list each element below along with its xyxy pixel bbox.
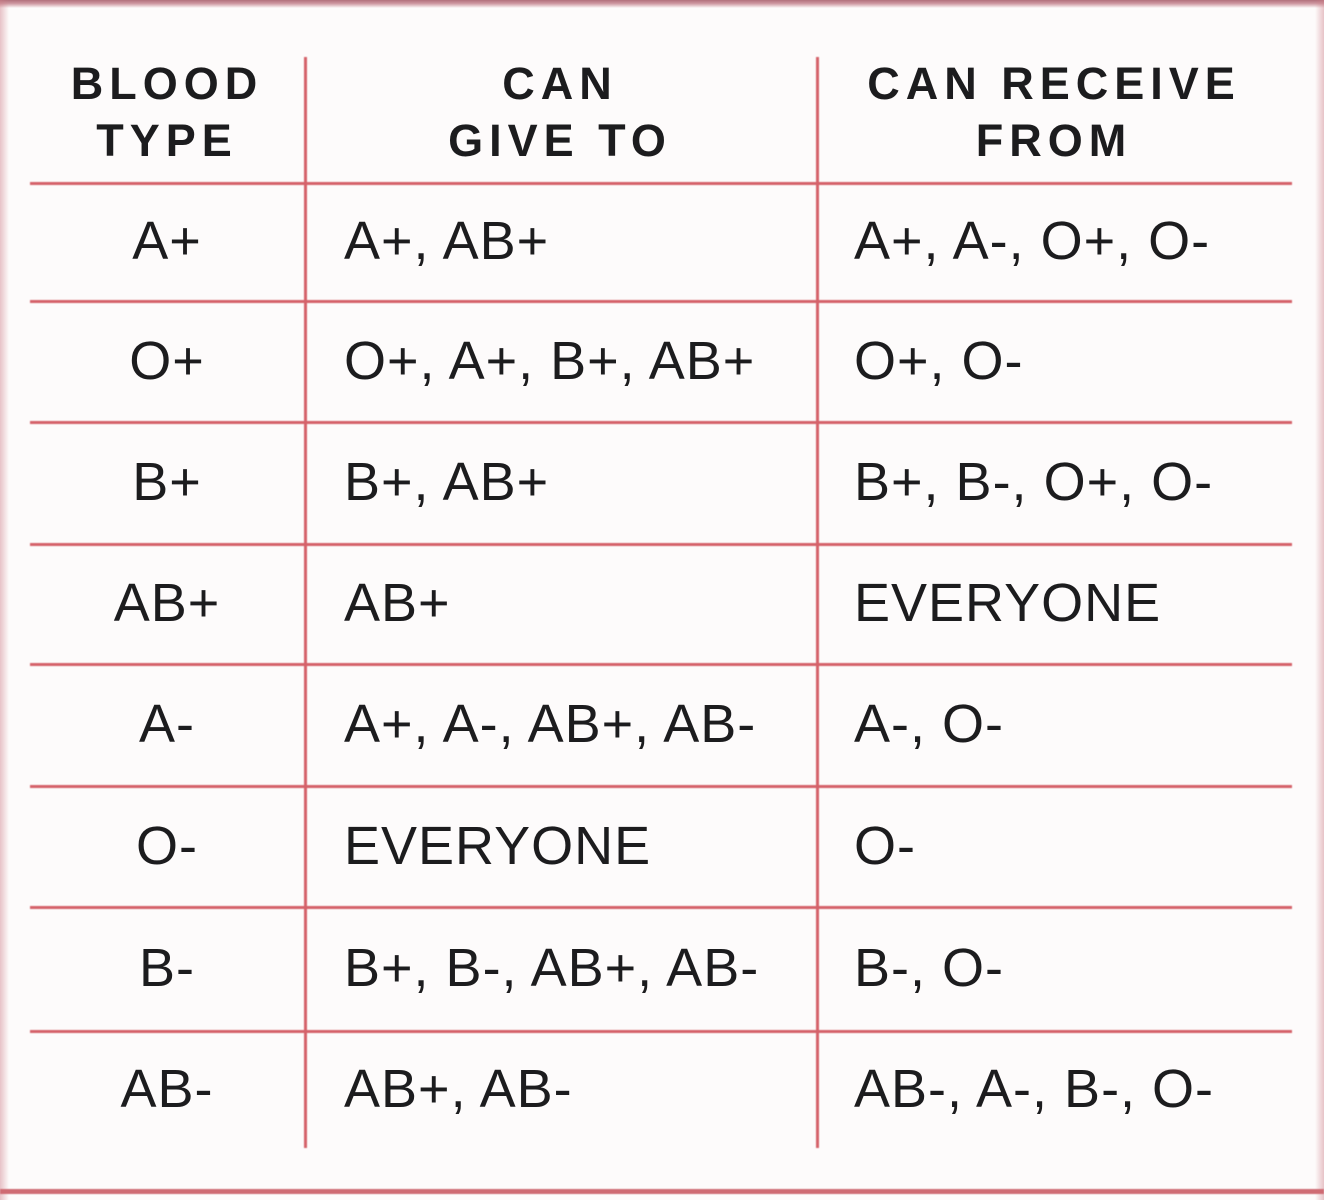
left-edge-tint <box>0 0 9 1200</box>
blood-type-cell: B+ <box>132 452 202 512</box>
header-can-receive-from-line1: CAN RECEIVE <box>867 58 1241 109</box>
blood-type-cell: A- <box>139 694 195 754</box>
header-can-receive-from <box>816 0 1292 182</box>
give-to-cell: A+, AB+ <box>344 211 550 271</box>
header-blood-type <box>30 0 304 182</box>
compatibility-table <box>30 0 1292 1148</box>
bottom-border-rule <box>0 1189 1324 1194</box>
receive-from-cell: AB-, A-, B-, O- <box>854 1059 1215 1119</box>
give-to-cell: B+, AB+ <box>344 452 550 512</box>
receive-from-cell: EVERYONE <box>854 573 1162 633</box>
header-can-give-to <box>304 0 816 182</box>
header-blood-type-line1: BLOOD <box>70 58 264 109</box>
give-to-cell: O+, A+, B+, AB+ <box>344 330 756 391</box>
give-to-cell: B+, B-, AB+, AB- <box>344 938 760 998</box>
receive-from-cell: B-, O- <box>854 938 1004 998</box>
blood-type-cell: AB+ <box>113 573 221 633</box>
give-to-cell: AB+, AB- <box>344 1059 573 1119</box>
receive-from-cell: O- <box>854 815 916 876</box>
header-can-receive-from-line2: FROM <box>975 115 1133 166</box>
receive-from-cell: A-, O- <box>854 694 1004 754</box>
blood-type-cell: O+ <box>129 330 205 391</box>
blood-type-cell: B- <box>139 938 195 998</box>
right-edge-tint <box>1315 0 1324 1200</box>
blood-type-cell: A+ <box>132 211 202 271</box>
give-to-cell: A+, A-, AB+, AB- <box>344 694 757 754</box>
header-can-give-to-line1: CAN <box>502 58 618 109</box>
receive-from-cell: B+, B-, O+, O- <box>854 452 1214 512</box>
give-to-cell: EVERYONE <box>344 815 652 876</box>
give-to-cell: AB+ <box>344 573 451 633</box>
header-can-give-to-line2: GIVE TO <box>448 115 672 166</box>
blood-type-cell: AB- <box>120 1059 214 1119</box>
blood-type-cell: O- <box>136 815 198 876</box>
header-blood-type-line2: TYPE <box>96 115 238 166</box>
receive-from-cell: A+, A-, O+, O- <box>854 211 1211 271</box>
receive-from-cell: O+, O- <box>854 330 1024 391</box>
